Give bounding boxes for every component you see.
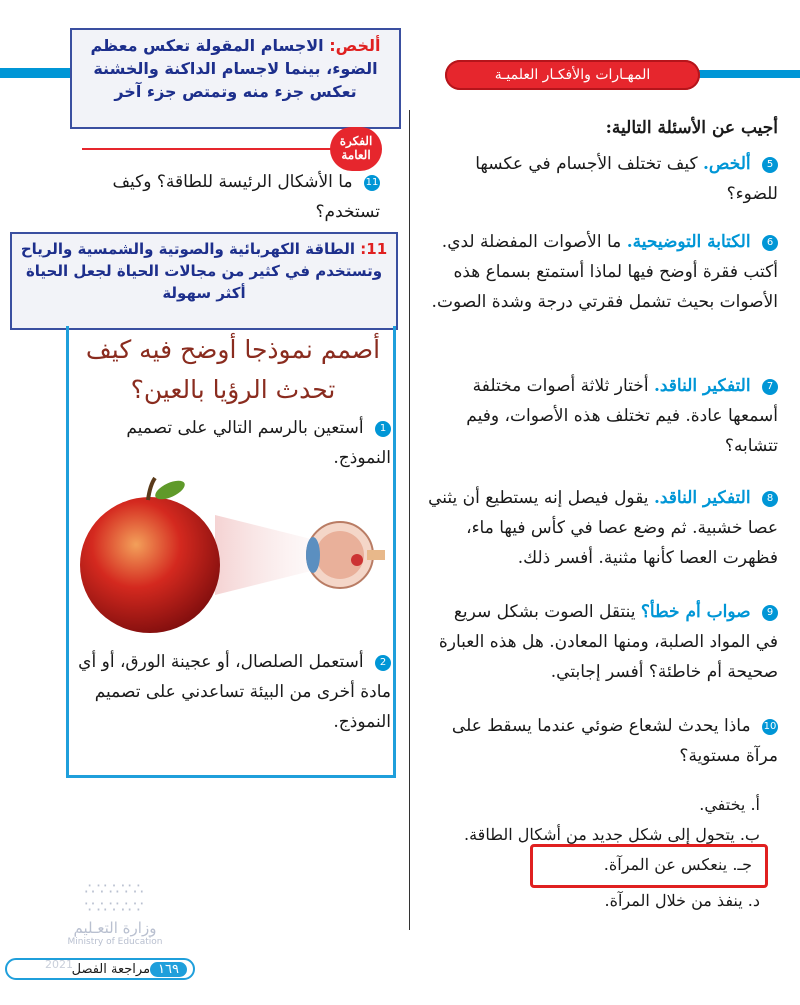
activity-item-1 [75, 414, 391, 474]
question-head: ألخص. [702, 154, 751, 174]
header-bar-left [0, 68, 75, 78]
question-text: أختار ثلاثة أصوات مختلفة أسمعها عادة. فيم تختلف هذه الأصوات، وفيم تتشابه؟ [466, 376, 778, 456]
question-text: يقول فيصل إنه يستطيع أن يثني عصا خشبية. ثم وضع عصا في كأس فيها ماء، فظهرت العصا كأنها مثنية. أفسر ذلك. [428, 488, 778, 568]
question-10 [428, 712, 778, 772]
question-head: الكتابة التوضيحية. [626, 232, 751, 252]
ministry-name-ar: وزارة التعـليم [73, 919, 157, 938]
ministry-dots-icon: ∴∵∴∵∴ ∵∴∵∴∵ [84, 879, 146, 916]
answer-box-summary [70, 28, 401, 129]
answer-text: الاجسام المقولة تعكس معظم الضوء، بينما لاجسام الداكنة والخشنة تعكس جزء منه وتمتص جزء آخر [90, 36, 378, 102]
option-d[interactable]: د. ينفذ من خلال المرآة. [604, 891, 760, 910]
option-c[interactable]: جـ. ينعكس عن المرآة. [603, 855, 752, 874]
answer-label: ألخص: [329, 36, 381, 55]
question-number: 8 [762, 491, 778, 507]
apple-eye-illustration [75, 470, 385, 640]
light-beam [215, 515, 315, 595]
section-title: المهـارات والأفكـار العلميـة [445, 60, 700, 90]
question-8 [428, 484, 778, 573]
activity-title: أصمم نموذجا أوضح فيه كيف تحدث الرؤيا بالعين؟ [85, 335, 381, 404]
big-idea-underline [82, 148, 332, 150]
question-number: 6 [762, 235, 778, 251]
selected-answer-highlight [530, 844, 768, 888]
apple-stem [148, 478, 155, 500]
question-7 [428, 372, 778, 461]
item-text: أستعين بالرسم التالي على تصميم النموذج. [126, 418, 391, 468]
item-number: 1 [375, 421, 391, 437]
question-head: التفكير الناقد. [653, 488, 751, 508]
answer-label: 11: [360, 240, 388, 258]
footer-page-pill [5, 958, 195, 980]
question-text: ما الأصوات المفضلة لدي. أكتب فقرة أوضح فيها لماذا أستمتع بسماع هذه الأصوات بحيث تشمل فقرتي درجة وشدة الصوت. [431, 232, 778, 312]
question-number: 5 [762, 157, 778, 173]
ministry-logo [40, 880, 190, 947]
questions-intro: أجيب عن الأسئلة التالية: [605, 118, 778, 138]
page-label: مراجعة الفصل [71, 961, 151, 977]
answer-box-energy [10, 232, 398, 330]
question-number: 7 [762, 379, 778, 395]
question-text: ما الأشكال الرئيسة للطاقة؟ وكيف تستخدم؟ [112, 172, 380, 222]
question-number: 11 [364, 175, 380, 191]
question-head: صواب أم خطأ؟ [640, 602, 751, 622]
option-b[interactable]: ب. يتحول إلى شكل جديد من أشكال الطاقة. [464, 825, 760, 844]
activity-item-2 [75, 648, 391, 737]
big-idea-badge [330, 127, 382, 171]
column-divider [409, 110, 410, 930]
question-number: 10 [762, 719, 778, 735]
apple-icon [80, 497, 220, 633]
question-11 [60, 168, 380, 228]
question-9 [428, 598, 778, 687]
big-idea-line1: الفكرة [339, 134, 373, 149]
ministry-name-en: Ministry of Education [67, 937, 163, 948]
question-text: ينتقل الصوت بشكل سريع في المواد الصلبة، ومنها المعادن. هل هذه العبارة صحيحة أم خاطئة؟ أفسر إجابتي. [438, 602, 778, 682]
answer-text: الطاقة الكهربائية والصوتية والشمسية والرياح وتستخدم في كثير من مجالات الحياة لجعل الحياة أكثر سهولة [20, 240, 383, 302]
eye-icon [306, 522, 385, 588]
question-head: التفكير الناقد. [653, 376, 751, 396]
question-6 [428, 228, 778, 317]
item-text: أستعمل الصلصال، أو عجينة الورق، أو أي مادة أخرى من البيئة تساعدني على تصميم النموذج. [78, 652, 391, 732]
option-a[interactable]: أ. يختفي. [699, 795, 760, 814]
question-5 [428, 150, 778, 210]
question-number: 9 [762, 605, 778, 621]
question-text: كيف تختلف الأجسام في عكسها للضوء؟ [475, 154, 778, 204]
big-idea-line2: العامة [341, 148, 371, 162]
header-bar-right [690, 70, 800, 78]
footer-year: 2021 [45, 958, 73, 971]
page-number: ١٦٩ [150, 962, 187, 977]
question-text: ماذا يحدث لشعاع ضوئي عندما يسقط على مرآة مستوية؟ [451, 716, 778, 766]
item-number: 2 [375, 655, 391, 671]
